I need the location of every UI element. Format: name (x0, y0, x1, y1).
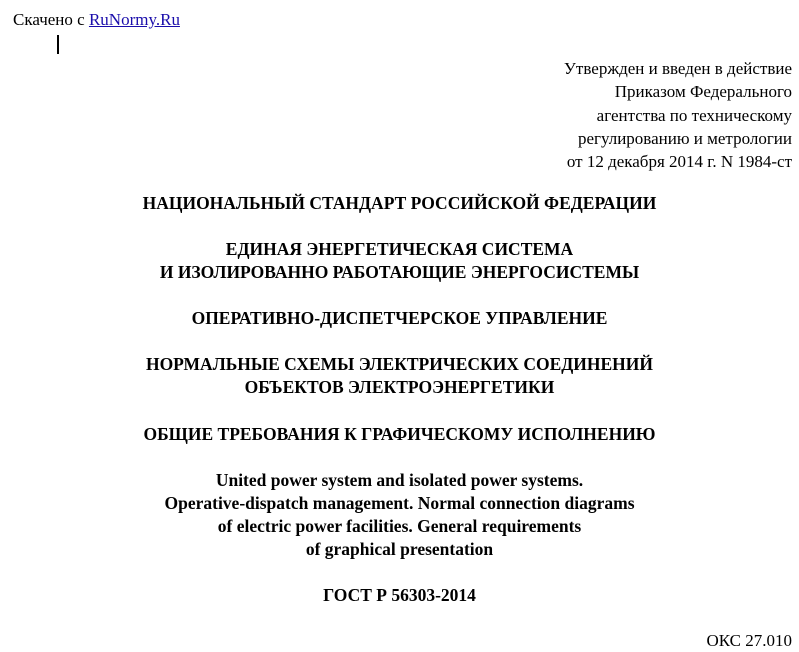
english-title-line: of graphical presentation (305, 539, 494, 559)
approval-line: агентства по техническому (596, 105, 792, 125)
standard-type-heading (0, 192, 799, 215)
system-title (0, 238, 799, 284)
classification-code: ОКС 27.010 (706, 631, 792, 650)
requirements-title (0, 423, 799, 446)
approval-line: Приказом Федерального (614, 82, 792, 102)
english-title-line: Operative-dispatch management. Normal connection diagrams (164, 493, 635, 513)
system-title-line: ЕДИНАЯ ЭНЕРГЕТИЧЕСКАЯ СИСТЕМА (225, 239, 574, 259)
gost-designation (0, 584, 799, 607)
schemes-title (0, 353, 799, 399)
approval-line: Утвержден и введен в действие (563, 59, 792, 78)
system-title-line: И ИЗОЛИРОВАННО РАБОТАЮЩИЕ ЭНЕРГОСИСТЕМЫ (159, 262, 640, 282)
approval-line: от 12 декабря 2014 г. N 1984-ст (566, 152, 792, 172)
source-line (13, 9, 180, 31)
management-title-text: ОПЕРАТИВНО-ДИСПЕТЧЕРСКОЕ УПРАВЛЕНИЕ (191, 308, 608, 328)
english-title-line: United power system and isolated power systems. (215, 470, 584, 490)
source-prefix: Скачено с (13, 10, 85, 29)
schemes-title-line: НОРМАЛЬНЫЕ СХЕМЫ ЭЛЕКТРИЧЕСКИХ СОЕДИНЕНИЙ (145, 354, 654, 374)
approval-block (564, 57, 792, 173)
source-link[interactable]: RuNormy.Ru (88, 10, 180, 29)
english-title (0, 469, 799, 561)
gost-designation-text: ГОСТ Р 56303-2014 (323, 585, 476, 605)
management-title (0, 307, 799, 330)
english-title-line: of electric power facilities. General requirements (217, 516, 582, 536)
requirements-title-text: ОБЩИЕ ТРЕБОВАНИЯ К ГРАФИЧЕСКОМУ ИСПОЛНЕНИЮ (143, 424, 656, 444)
schemes-title-line: ОБЪЕКТОВ ЭЛЕКТРОЭНЕРГЕТИКИ (244, 377, 555, 397)
text-cursor (57, 35, 59, 54)
standard-type-text: НАЦИОНАЛЬНЫЙ СТАНДАРТ РОССИЙСКОЙ ФЕДЕРАЦИИ (142, 193, 657, 213)
approval-line: регулированию и метрологии (577, 128, 792, 148)
